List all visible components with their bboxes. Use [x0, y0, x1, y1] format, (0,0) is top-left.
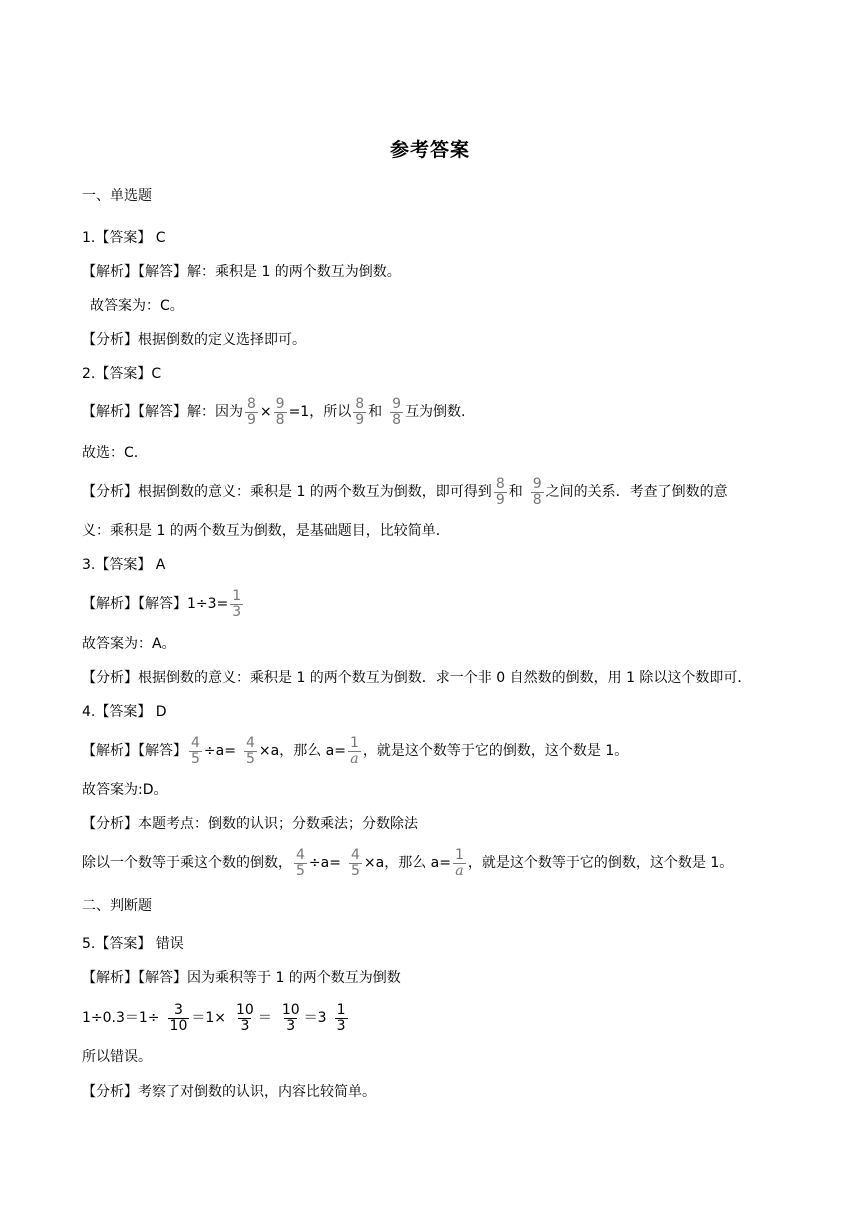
- fraction-eight-ninths: [245, 397, 258, 428]
- q5-conclusion: 所以错误。: [82, 1049, 152, 1065]
- fraction-numerator: 4: [296, 846, 305, 863]
- q4-analysis-continued: [82, 846, 734, 879]
- fraction-numerator: 4: [191, 734, 200, 751]
- fraction-denominator: 10: [169, 1017, 188, 1034]
- fraction-denominator: 3: [336, 1017, 346, 1034]
- q2-conclusion: 故选：C.: [82, 445, 139, 461]
- fraction-denominator: 8: [275, 411, 285, 428]
- q3-conclusion: 故答案为：A。: [82, 636, 176, 652]
- q1-explanation: 【解析】【解答】解：乘积是 1 的两个数互为倒数。: [82, 264, 401, 280]
- and-text: 和: [508, 484, 523, 500]
- fraction-denominator: 3: [232, 603, 242, 620]
- fraction-nine-eighths: [274, 397, 287, 428]
- q3-answer: 3.【答案】 A: [82, 557, 166, 573]
- fraction-numerator: 1: [336, 1001, 346, 1018]
- fraction-numerator: 3: [174, 1001, 183, 1018]
- fraction-denominator: 9: [247, 411, 256, 428]
- q5-answer: 5.【答案】 错误: [82, 936, 184, 952]
- fraction-numerator: 10: [236, 1001, 254, 1018]
- section-heading-single-choice: 一、单选题: [82, 188, 152, 204]
- fraction-four-fifths: [349, 848, 362, 879]
- q5-calculation: [82, 1001, 350, 1034]
- times-a-text: ×a，那么 a=: [363, 855, 451, 871]
- fraction-numerator: 1: [454, 846, 464, 863]
- q4-explanation-suffix: ，就是这个数等于它的倒数，这个数是 1。: [362, 743, 629, 759]
- fraction-three-tenths: [168, 1003, 190, 1034]
- fraction-one-over-a: [453, 848, 466, 879]
- q4-analysis: 【分析】本题考点：倒数的认识；分数乘法；分数除法: [82, 816, 418, 832]
- page-title: 参考答案: [389, 139, 470, 161]
- q1-conclusion: 故答案为：C。: [90, 298, 184, 314]
- equals-one-text: =1，所以: [288, 404, 352, 420]
- fraction-denominator: a: [455, 862, 464, 879]
- fraction-numerator: 1: [349, 734, 359, 751]
- fraction-numerator: 10: [281, 1001, 300, 1018]
- q2-explanation: [82, 395, 466, 428]
- fraction-numerator: 8: [495, 475, 505, 492]
- fraction-denominator: a: [350, 750, 359, 767]
- fraction-numerator: 9: [532, 475, 542, 492]
- fraction-eight-ninths: [494, 477, 507, 508]
- q4-analysis-suffix: ，就是这个数等于它的倒数，这个数是 1。: [467, 855, 734, 871]
- fraction-denominator: 5: [296, 862, 305, 879]
- fraction-denominator: 9: [495, 491, 505, 508]
- fraction-numerator: 8: [247, 395, 256, 412]
- calc-part-b: ＝1×: [191, 1010, 227, 1026]
- fraction-denominator: 5: [350, 862, 360, 879]
- fraction-denominator: 5: [191, 750, 200, 767]
- fraction-denominator: 5: [245, 750, 255, 767]
- fraction-numerator: 9: [392, 395, 402, 412]
- q4-conclusion: 故答案为:D。: [82, 782, 168, 798]
- section-heading-true-false: 二、判断题: [82, 898, 152, 914]
- divide-a-text: ÷a=: [203, 743, 236, 759]
- q4-explanation-prefix: 【解析】【解答】: [82, 743, 187, 759]
- fraction-denominator: 9: [355, 411, 365, 428]
- q4-answer: 4.【答案】 D: [82, 704, 167, 720]
- q4-analysis-prefix: 除以一个数等于乘这个数的倒数，: [82, 855, 292, 871]
- fraction-denominator: 3: [286, 1017, 296, 1034]
- fraction-numerator: 4: [350, 846, 360, 863]
- q4-explanation: [82, 734, 629, 767]
- fraction-ten-thirds: [234, 1003, 256, 1034]
- calc-part-d: ＝3: [303, 1010, 327, 1026]
- q3-analysis: 【分析】根据倒数的意义：乘积是 1 的两个数互为倒数．求一个非 0 自然数的倒数，用 1 除以这个数即可．: [82, 670, 752, 686]
- fraction-denominator: 8: [532, 491, 542, 508]
- q5-analysis: 【分析】考察了对倒数的认识，内容比较简单。: [82, 1084, 376, 1100]
- fraction-numerator: 4: [245, 734, 255, 751]
- q2-analysis: [82, 475, 728, 508]
- fraction-denominator: 3: [240, 1017, 250, 1034]
- q2-explanation-suffix: 互为倒数.: [405, 404, 466, 420]
- fraction-denominator: 8: [392, 411, 402, 428]
- fraction-nine-eighths: [390, 397, 403, 428]
- fraction-nine-eighths: [531, 477, 544, 508]
- fraction-one-over-a: [348, 736, 361, 767]
- times-a-text: ×a，那么 a=: [258, 743, 346, 759]
- divide-a-text: ÷a=: [308, 855, 341, 871]
- fraction-one-third: [335, 1003, 348, 1034]
- calc-part-c: ＝: [257, 1010, 272, 1026]
- and-text: 和: [368, 404, 383, 420]
- fraction-ten-thirds: [280, 1003, 302, 1034]
- q1-answer: 1.【答案】 C: [82, 230, 166, 246]
- calc-part-a: 1÷0.3＝1÷: [82, 1010, 160, 1026]
- q2-analysis-prefix: 【分析】根据倒数的意义：乘积是 1 的两个数互为倒数，即可得到: [82, 484, 492, 500]
- fraction-four-fifths: [244, 736, 257, 767]
- q3-explanation-text: 【解析】【解答】1÷3=: [82, 596, 229, 612]
- q2-answer: 2.【答案】C: [82, 366, 162, 382]
- fraction-eight-ninths: [353, 397, 366, 428]
- times-sign: ×: [259, 404, 272, 420]
- q2-explanation-prefix: 【解析】【解答】解：因为: [82, 404, 243, 420]
- q2-analysis-continued: 义：乘积是 1 的两个数互为倒数，是基础题目，比较简单．: [82, 523, 450, 539]
- fraction-four-fifths: [189, 736, 202, 767]
- fraction-numerator: 1: [232, 587, 242, 604]
- fraction-one-third: [230, 589, 243, 620]
- fraction-numerator: 8: [355, 395, 365, 412]
- fraction-four-fifths: [294, 848, 307, 879]
- fraction-numerator: 9: [275, 395, 285, 412]
- q1-analysis: 【分析】根据倒数的定义选择即可。: [82, 332, 306, 348]
- q5-explanation: 【解析】【解答】因为乘积等于 1 的两个数互为倒数: [82, 970, 401, 986]
- q2-analysis-suffix: 之间的关系．考查了倒数的意: [545, 484, 728, 500]
- q3-explanation: [82, 587, 245, 620]
